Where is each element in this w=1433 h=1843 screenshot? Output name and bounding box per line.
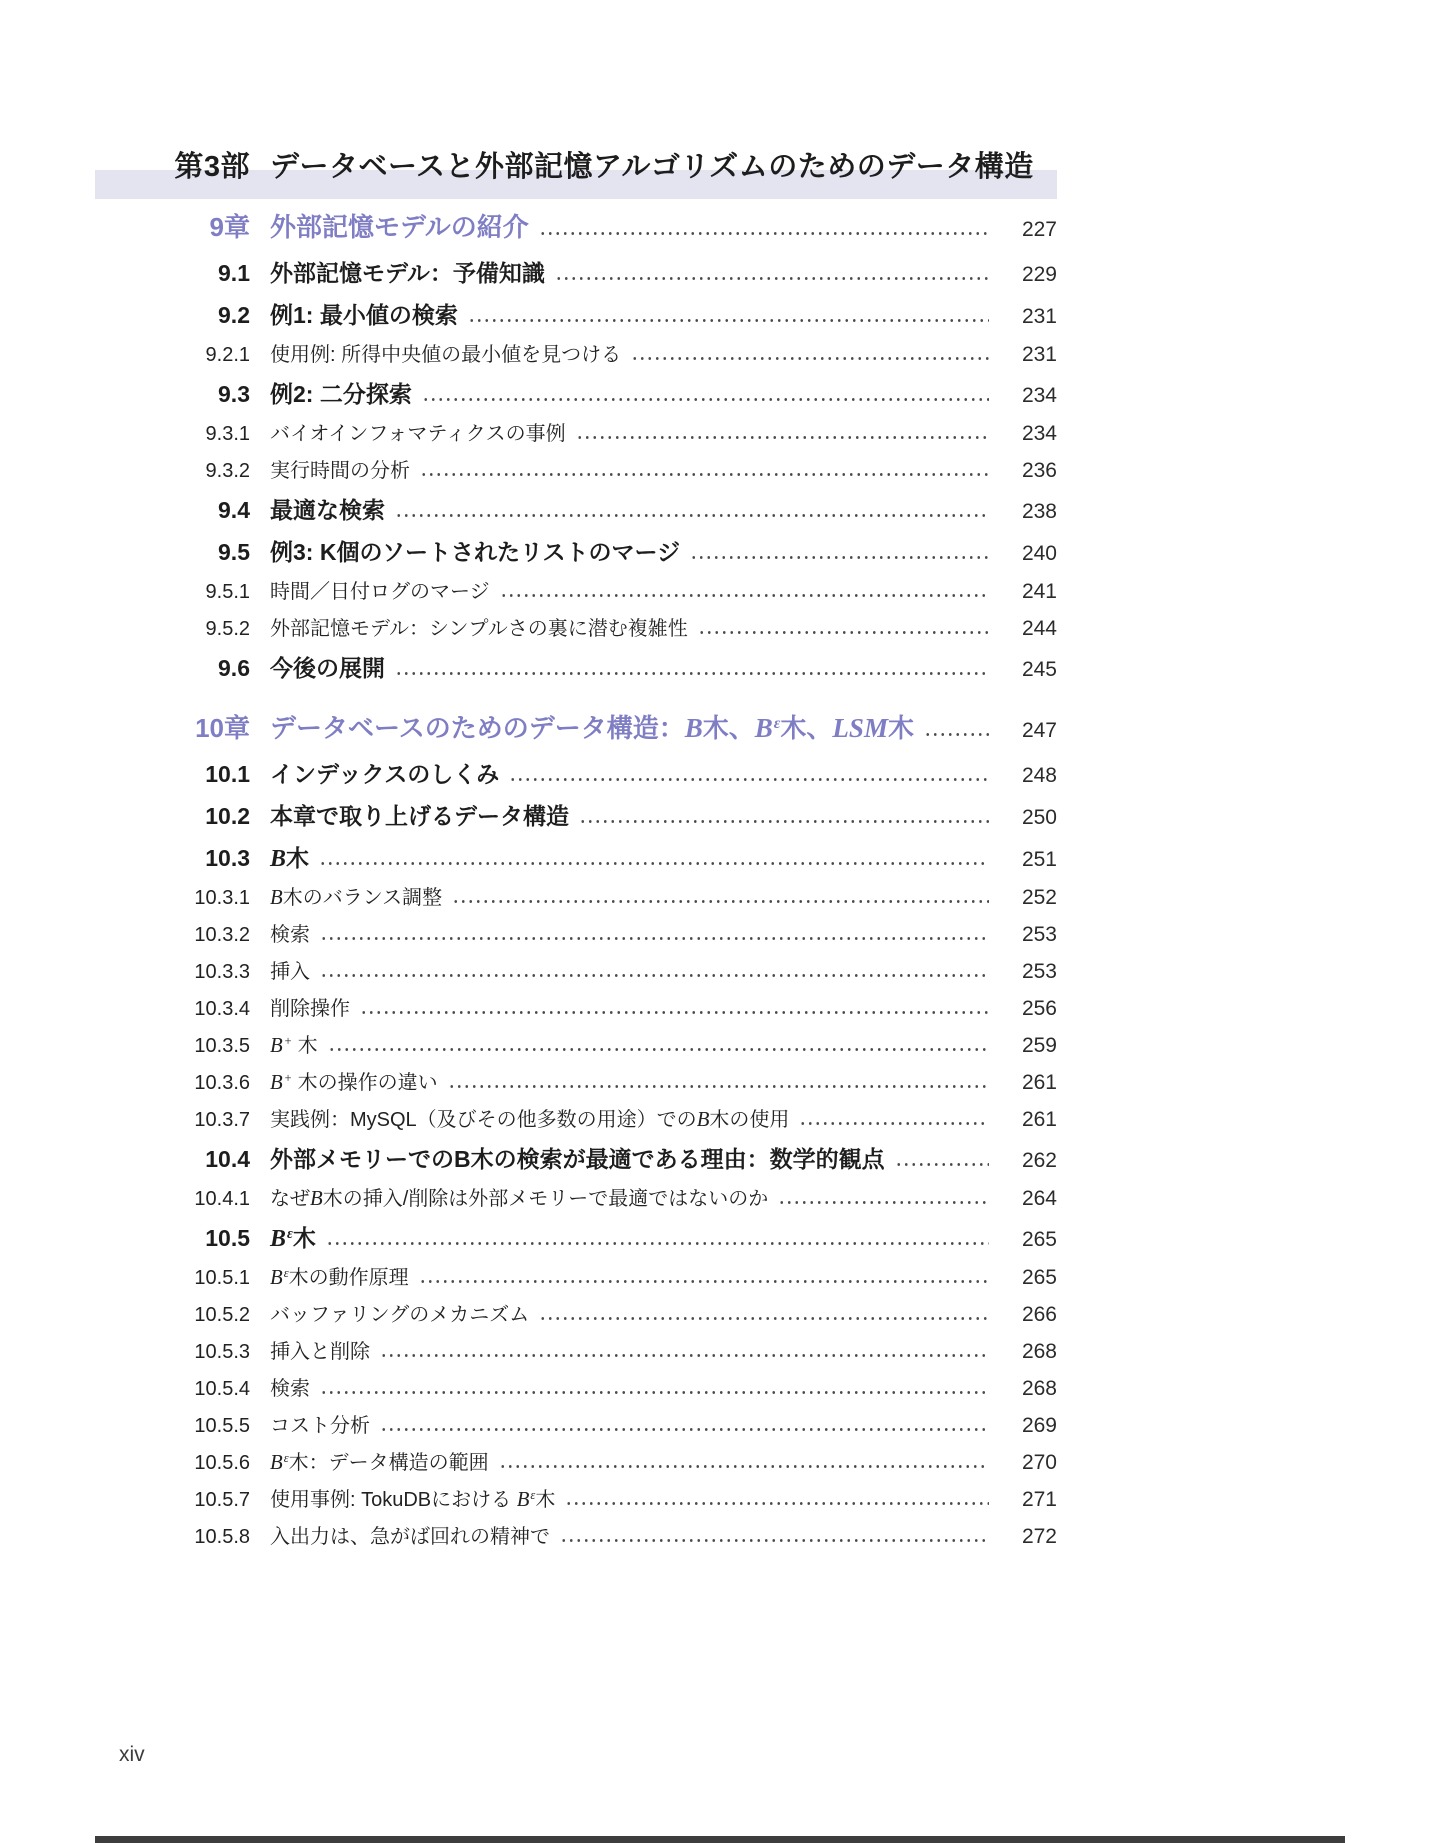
entry-number: 9.6 xyxy=(218,655,250,681)
entry-number: 10章 xyxy=(195,713,250,743)
dot-leader xyxy=(499,1464,989,1469)
title-text: 例1: 最小値の検索 xyxy=(270,302,458,328)
title-text: 木：データ構造の範囲 xyxy=(288,1452,489,1474)
title-text: 実行時間の分析 xyxy=(270,460,410,482)
entry-page-number: 247 xyxy=(1021,719,1057,742)
entry-number: 9.1 xyxy=(218,260,250,286)
entry-page-number: 264 xyxy=(1021,1187,1057,1210)
dot-leader xyxy=(560,1538,989,1543)
entry-number: 10.4 xyxy=(205,1146,250,1172)
title-text: 外部記憶モデルの紹介 xyxy=(270,212,529,242)
title-text: 例2: 二分探索 xyxy=(270,381,412,407)
bottom-edge-bar xyxy=(95,1836,1345,1843)
dot-leader xyxy=(924,732,989,737)
entry-page-number: 269 xyxy=(1021,1414,1057,1437)
toc-entry[interactable] xyxy=(95,1481,1057,1518)
entry-number: 10.5.6 xyxy=(194,1452,250,1474)
dot-leader xyxy=(395,513,989,518)
entry-title xyxy=(250,647,385,689)
entry-title xyxy=(250,954,310,991)
entry-number: 10.5.7 xyxy=(194,1489,250,1511)
toc-entry[interactable] xyxy=(95,1101,1057,1138)
entry-page-number: 244 xyxy=(1021,617,1057,640)
math-symbol: B xyxy=(270,1071,283,1094)
entry-number: 10.2 xyxy=(205,803,250,829)
entry-title xyxy=(250,294,458,336)
entry-title xyxy=(250,991,350,1028)
entry-title xyxy=(250,1444,489,1484)
dot-leader xyxy=(320,973,989,978)
title-text: 木 xyxy=(888,713,915,743)
dot-leader xyxy=(631,356,989,361)
entry-number: 10.4.1 xyxy=(194,1188,250,1210)
entry-number: 9.2 xyxy=(218,302,250,328)
toc-entry[interactable] xyxy=(95,953,1057,990)
entry-number: 10.1 xyxy=(205,761,250,787)
dot-leader xyxy=(799,1121,989,1126)
entry-page-number: 272 xyxy=(1021,1525,1057,1548)
title-text: 外部記憶モデル：予備知識 xyxy=(270,260,545,286)
entry-number: 10.5.3 xyxy=(194,1341,250,1363)
entry-title xyxy=(250,1138,885,1180)
entry-number: 10.3.1 xyxy=(194,887,250,909)
entry-page-number: 234 xyxy=(1021,384,1057,407)
math-symbol: B xyxy=(696,1108,710,1131)
title-text: 木の使用 xyxy=(709,1109,790,1131)
entry-number: 9.5.1 xyxy=(205,581,250,603)
entry-title xyxy=(250,1371,310,1408)
math-symbol: B xyxy=(270,1034,283,1057)
dot-leader xyxy=(448,1084,989,1089)
toc-entry[interactable] xyxy=(95,573,1057,610)
title-text: 木の動作原理 xyxy=(288,1267,409,1289)
title-text: 木 xyxy=(292,1225,316,1251)
entry-number: 10.3.4 xyxy=(194,998,250,1020)
dot-leader xyxy=(320,1390,989,1395)
toc-entry[interactable] xyxy=(95,294,1057,336)
entry-page-number: 231 xyxy=(1021,343,1057,366)
title-text: 木の操作の違い xyxy=(292,1072,438,1094)
title-text: 木、 xyxy=(780,713,833,743)
title-text: 使用例: 所得中央値の最小値を見つける xyxy=(270,344,622,366)
toc-entry[interactable] xyxy=(95,452,1057,489)
toc-entry[interactable] xyxy=(95,1370,1057,1407)
math-symbol: B xyxy=(270,1266,283,1289)
entry-page-number: 252 xyxy=(1021,886,1057,909)
math-symbol: B xyxy=(270,1226,286,1252)
math-symbol: B xyxy=(270,846,286,872)
title-text: なぜ xyxy=(270,1188,310,1210)
entry-number: 10.5.1 xyxy=(194,1267,250,1289)
toc-entry[interactable] xyxy=(95,336,1057,373)
math-symbol: B xyxy=(270,886,283,909)
entry-page-number: 231 xyxy=(1021,305,1057,328)
dot-leader xyxy=(422,397,989,402)
title-text: バイオインフォマティクスの事例 xyxy=(270,423,566,445)
part-header xyxy=(95,148,1057,186)
entry-title xyxy=(250,1180,768,1218)
entry-title xyxy=(250,337,621,374)
dot-leader xyxy=(539,1316,989,1321)
entry-title xyxy=(250,574,490,611)
title-text: 木 xyxy=(285,845,309,871)
entry-title xyxy=(250,795,569,837)
entry-title xyxy=(250,837,309,880)
toc-entry[interactable] xyxy=(95,1027,1057,1064)
entry-number: 10.3.5 xyxy=(194,1035,250,1057)
entry-number: 10.3.2 xyxy=(194,924,250,946)
entry-title xyxy=(250,531,680,573)
entry-page-number: 245 xyxy=(1021,658,1057,681)
title-text: 入出力は、急がば回れの精神で xyxy=(270,1526,550,1548)
math-symbol: B xyxy=(270,1451,283,1474)
entry-number: 9.4 xyxy=(218,497,250,523)
dot-leader xyxy=(778,1200,989,1205)
title-text: 使用事例: TokuDBにおける xyxy=(270,1489,517,1511)
toc-list xyxy=(95,188,1057,1555)
title-text: 外部メモリーでのB木の検索が最適である理由：数学的観点 xyxy=(270,1146,885,1172)
dot-leader xyxy=(698,630,989,635)
title-text: 木のバランス調整 xyxy=(282,887,443,909)
title-text: 木の挿入/削除は外部メモリーで最適ではないのか xyxy=(322,1188,769,1210)
entry-title xyxy=(250,1101,789,1139)
folio-page-number: xiv xyxy=(119,1743,145,1766)
entry-title xyxy=(250,1408,370,1445)
entry-number: 10.3.7 xyxy=(194,1109,250,1131)
entry-page-number: 262 xyxy=(1021,1149,1057,1172)
dot-leader xyxy=(690,555,989,560)
dot-leader xyxy=(452,899,989,904)
page-footer xyxy=(119,1742,145,1768)
entry-title xyxy=(250,879,442,917)
entry-number: 9.5.2 xyxy=(205,618,250,640)
toc-entry[interactable] xyxy=(95,531,1057,573)
entry-page-number: 270 xyxy=(1021,1451,1057,1474)
entry-title xyxy=(250,416,566,453)
entry-number: 9.3.2 xyxy=(205,460,250,482)
toc-entry[interactable] xyxy=(95,610,1057,647)
math-symbol: + xyxy=(283,1071,293,1086)
title-text: 例3: K個のソートされたリストのマージ xyxy=(270,539,681,565)
toc-entry[interactable] xyxy=(95,252,1057,294)
entry-page-number: 261 xyxy=(1021,1108,1057,1131)
toc-entry[interactable] xyxy=(95,1180,1057,1217)
title-text: 本章で取り上げるデータ構造 xyxy=(270,803,569,829)
dot-leader xyxy=(565,1501,989,1506)
toc-entry[interactable] xyxy=(95,1444,1057,1481)
entry-title xyxy=(250,373,412,415)
entry-title xyxy=(250,489,385,531)
entry-page-number: 234 xyxy=(1021,422,1057,445)
dot-leader xyxy=(555,276,989,281)
entry-title xyxy=(250,202,529,252)
entry-page-number: 229 xyxy=(1021,263,1057,286)
entry-page-number: 271 xyxy=(1021,1488,1057,1511)
entry-page-number: 253 xyxy=(1021,960,1057,983)
entry-title xyxy=(250,252,545,294)
toc-entry[interactable] xyxy=(95,1296,1057,1333)
dot-leader xyxy=(360,1010,989,1015)
toc-entry[interactable] xyxy=(95,489,1057,531)
entry-title xyxy=(250,703,914,758)
title-text: バッファリングのメカニズム xyxy=(270,1304,530,1326)
dot-leader xyxy=(579,819,989,824)
entry-page-number: 248 xyxy=(1021,764,1057,787)
toc-entry[interactable] xyxy=(95,837,1057,879)
entry-page-number: 251 xyxy=(1021,848,1057,871)
entry-title xyxy=(250,1519,550,1556)
math-symbol: LSM xyxy=(832,713,888,743)
title-text: 挿入 xyxy=(270,961,310,983)
entry-number: 10.5.5 xyxy=(194,1415,250,1437)
part-number: 第3部 xyxy=(174,151,250,183)
dot-leader xyxy=(380,1427,989,1432)
dot-leader xyxy=(419,1279,989,1284)
title-text: 検索 xyxy=(270,1378,310,1400)
title-text: 挿入と削除 xyxy=(270,1341,370,1363)
entry-page-number: 256 xyxy=(1021,997,1057,1020)
title-text: 木、 xyxy=(702,713,755,743)
toc-entry[interactable] xyxy=(95,1518,1057,1555)
title-text: インデックスのしくみ xyxy=(270,761,500,787)
entry-page-number: 240 xyxy=(1021,542,1057,565)
toc-entry[interactable] xyxy=(95,1064,1057,1101)
entry-number: 10.3 xyxy=(205,845,250,871)
entry-page-number: 259 xyxy=(1021,1034,1057,1057)
entry-page-number: 238 xyxy=(1021,500,1057,523)
entry-title xyxy=(250,917,310,954)
title-text: 最適な検索 xyxy=(270,497,385,523)
toc-entry[interactable] xyxy=(95,1217,1057,1259)
entry-title xyxy=(250,1481,555,1521)
title-text: コスト分析 xyxy=(270,1415,370,1437)
math-symbol: ε xyxy=(530,1488,536,1503)
dot-leader xyxy=(320,936,989,941)
math-symbol: ε xyxy=(286,1226,293,1243)
toc-entry[interactable] xyxy=(95,990,1057,1027)
toc-entry[interactable] xyxy=(95,1138,1057,1180)
dot-leader xyxy=(539,231,989,236)
entry-title xyxy=(250,611,688,648)
entry-number: 9.2.1 xyxy=(205,344,250,366)
dot-leader xyxy=(328,1047,989,1052)
entry-title xyxy=(250,1259,409,1299)
toc-entry[interactable] xyxy=(95,753,1057,795)
entry-number: 9.5 xyxy=(218,539,250,565)
entry-page-number: 253 xyxy=(1021,923,1057,946)
entry-title xyxy=(250,1297,529,1334)
toc-entry[interactable] xyxy=(95,1259,1057,1296)
math-symbol: B xyxy=(754,713,773,743)
math-symbol: ε xyxy=(283,1266,289,1281)
dot-leader xyxy=(319,861,989,866)
title-text: 木 xyxy=(292,1035,318,1057)
entry-page-number: 268 xyxy=(1021,1340,1057,1363)
entry-page-number: 261 xyxy=(1021,1071,1057,1094)
title-text: 今後の展開 xyxy=(270,655,385,681)
dot-leader xyxy=(326,1241,989,1246)
math-symbol: B xyxy=(310,1187,323,1210)
toc-entry[interactable] xyxy=(95,879,1057,916)
dot-leader xyxy=(500,593,989,598)
entry-page-number: 236 xyxy=(1021,459,1057,482)
toc-entry[interactable] xyxy=(95,373,1057,415)
dot-leader xyxy=(420,472,989,477)
toc-entry[interactable] xyxy=(95,647,1057,689)
dot-leader xyxy=(468,318,989,323)
toc-entry[interactable] xyxy=(95,703,1057,753)
entry-number: 10.3.6 xyxy=(194,1072,250,1094)
math-symbol: + xyxy=(283,1034,293,1049)
entry-page-number: 266 xyxy=(1021,1303,1057,1326)
entry-title xyxy=(250,1334,370,1371)
entry-number: 10.3.3 xyxy=(194,961,250,983)
entry-page-number: 250 xyxy=(1021,806,1057,829)
entry-page-number: 241 xyxy=(1021,580,1057,603)
entry-title xyxy=(250,1064,438,1104)
entry-title xyxy=(250,453,410,490)
entry-number: 9.3 xyxy=(218,381,250,407)
math-symbol: B xyxy=(516,1488,530,1511)
title-text: 木 xyxy=(535,1489,556,1511)
dot-leader xyxy=(380,1353,989,1358)
title-text: 削除操作 xyxy=(270,998,350,1020)
dot-leader xyxy=(895,1162,989,1167)
math-symbol: ε xyxy=(283,1451,289,1466)
math-symbol: B xyxy=(684,713,703,743)
dot-leader xyxy=(395,671,989,676)
toc-entry[interactable] xyxy=(95,795,1057,837)
math-symbol: ε xyxy=(773,715,781,733)
entry-page-number: 265 xyxy=(1021,1266,1057,1289)
title-text: 検索 xyxy=(270,924,310,946)
entry-page-number: 227 xyxy=(1021,218,1057,241)
title-text: 実践例：MySQL（及びその他多数の用途）での xyxy=(270,1109,697,1131)
entry-number: 10.5.4 xyxy=(194,1378,250,1400)
entry-number: 10.5 xyxy=(205,1225,250,1251)
part-title: データベースと外部記憶アルゴリズムのためのデータ構造 xyxy=(270,151,1034,183)
entry-title xyxy=(250,1217,316,1263)
entry-title xyxy=(250,1027,318,1067)
entry-number: 10.5.8 xyxy=(194,1526,250,1548)
toc-entry[interactable] xyxy=(95,916,1057,953)
title-text: 外部記憶モデル：シンプルさの裏に潜む複雑性 xyxy=(270,618,688,640)
toc-entry[interactable] xyxy=(95,202,1057,252)
dot-leader xyxy=(509,777,989,782)
entry-number: 10.5.2 xyxy=(194,1304,250,1326)
toc-entry[interactable] xyxy=(95,1407,1057,1444)
title-text: 時間／日付ログのマージ xyxy=(270,581,490,603)
entry-title xyxy=(250,753,499,795)
entry-number: 9章 xyxy=(209,212,250,242)
toc-entry[interactable] xyxy=(95,1333,1057,1370)
title-text: データベースのためのデータ構造： xyxy=(270,713,685,743)
dot-leader xyxy=(576,435,989,440)
entry-page-number: 265 xyxy=(1021,1228,1057,1251)
entry-page-number: 268 xyxy=(1021,1377,1057,1400)
toc-entry[interactable] xyxy=(95,415,1057,452)
entry-number: 9.3.1 xyxy=(205,423,250,445)
